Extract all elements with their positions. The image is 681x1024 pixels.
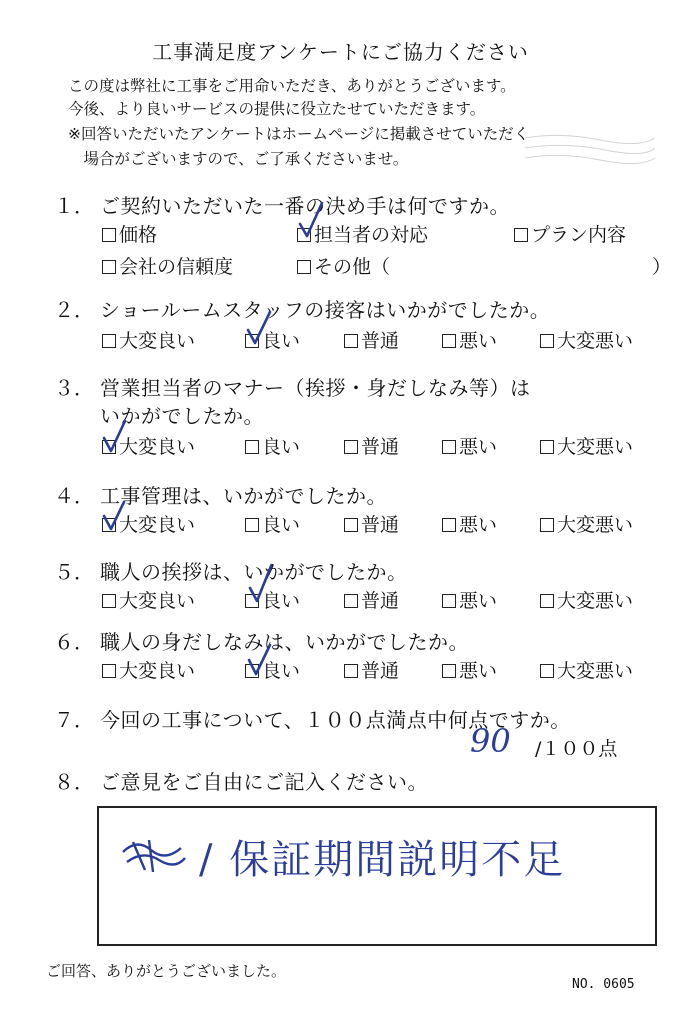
intro-line-2: 今後、より良いサービスの提供に役立たせていただきます。 xyxy=(68,100,486,118)
q2-option-very-bad[interactable]: 大変悪い xyxy=(540,326,633,353)
comment-handwritten: / 保証期間説明不足 xyxy=(199,837,566,883)
q1-option-staff[interactable]: 担当者の対応 xyxy=(297,220,428,247)
q1-other-close-paren: ） xyxy=(652,256,672,278)
q3-option-normal[interactable]: 普通 xyxy=(344,432,399,459)
serial-number: NO. 0605 xyxy=(572,977,635,992)
q5-option-bad[interactable]: 悪い xyxy=(442,586,497,613)
form-title: 工事満足度アンケートにご協力ください xyxy=(152,40,529,64)
footer-thanks: ご回答、ありがとうございました。 xyxy=(46,962,287,980)
intro-line-3: ※回答いただいたアンケートはホームページに掲載させていただく xyxy=(68,125,530,143)
q6-number: ６． xyxy=(54,630,94,654)
q3-option-very-bad[interactable]: 大変悪い xyxy=(540,432,633,459)
postmark-smudge xyxy=(520,130,660,170)
intro-line-4: 場合がございますので、ご了承くださいませ。 xyxy=(68,150,409,168)
q6-option-very-good[interactable]: 大変良い xyxy=(102,656,195,683)
q6-option-good[interactable]: 良い xyxy=(245,656,300,683)
q5-option-very-good[interactable]: 大変良い xyxy=(102,586,195,613)
q1-option-price[interactable]: 価格 xyxy=(102,220,157,247)
intro-line-1: この度は弊社に工事をご用命いただき、ありがとうございます。 xyxy=(68,77,516,95)
q7-number: ７． xyxy=(54,708,94,732)
checkbox[interactable] xyxy=(102,260,116,274)
q5-option-normal[interactable]: 普通 xyxy=(344,586,399,613)
q3-number: ３． xyxy=(54,376,94,400)
q2-option-bad[interactable]: 悪い xyxy=(442,326,497,353)
q5-option-good[interactable]: 良い xyxy=(245,586,300,613)
comment-box[interactable] xyxy=(97,806,657,946)
q4-number: ４． xyxy=(54,484,94,508)
q2-text: ショールームスタッフの接客はいかがでしたか。 xyxy=(100,298,551,322)
checkbox[interactable] xyxy=(514,228,528,242)
q1-option-plan[interactable]: プラン内容 xyxy=(514,220,626,247)
q3-option-very-good[interactable]: 大変良い xyxy=(102,432,195,459)
q5-option-very-bad[interactable]: 大変悪い xyxy=(540,586,633,613)
q7-score-suffix: /１００点 xyxy=(535,738,618,760)
checkbox[interactable] xyxy=(102,228,116,242)
q1-number: １． xyxy=(54,194,94,218)
q2-number: ２． xyxy=(54,298,94,322)
q8-number: ８． xyxy=(54,770,94,794)
q5-number: ５． xyxy=(54,560,94,584)
q1-option-other[interactable]: その他（ xyxy=(297,252,390,279)
q6-text: 職人の身だしなみは、いかがでしたか。 xyxy=(100,630,469,654)
q4-option-very-good[interactable]: 大変良い xyxy=(102,510,195,537)
q7-text: 今回の工事について、１００点満点中何点ですか。 xyxy=(100,708,571,732)
q1-option-trust[interactable]: 会社の信頼度 xyxy=(102,252,233,279)
q3-text-line-1: 営業担当者のマナー（挨拶・身だしなみ等）は xyxy=(100,376,531,400)
q2-option-normal[interactable]: 普通 xyxy=(344,326,399,353)
checkbox[interactable] xyxy=(297,260,311,274)
q5-text: 職人の挨拶は、いかがでしたか。 xyxy=(100,560,408,584)
q2-option-very-good[interactable]: 大変良い xyxy=(102,326,195,353)
q6-option-bad[interactable]: 悪い xyxy=(442,656,497,683)
q6-option-very-bad[interactable]: 大変悪い xyxy=(540,656,633,683)
q4-option-very-bad[interactable]: 大変悪い xyxy=(540,510,633,537)
q2-option-good[interactable]: 良い xyxy=(245,326,300,353)
q1-text: ご契約いただいた一番の決め手は何ですか。 xyxy=(100,194,510,218)
q3-text-line-2: いかがでしたか。 xyxy=(100,404,264,428)
q3-option-good[interactable]: 良い xyxy=(245,432,300,459)
q4-option-good[interactable]: 良い xyxy=(245,510,300,537)
checkbox[interactable] xyxy=(297,228,311,242)
q4-option-bad[interactable]: 悪い xyxy=(442,510,497,537)
scribbled-out-mark xyxy=(119,832,189,876)
q8-text: ご意見をご自由にご記入ください。 xyxy=(100,770,428,794)
q6-option-normal[interactable]: 普通 xyxy=(344,656,399,683)
q3-option-bad[interactable]: 悪い xyxy=(442,432,497,459)
q4-option-normal[interactable]: 普通 xyxy=(344,510,399,537)
q7-score-handwritten: 90 xyxy=(470,722,511,760)
q4-text: 工事管理は、いかがでしたか。 xyxy=(100,484,387,508)
